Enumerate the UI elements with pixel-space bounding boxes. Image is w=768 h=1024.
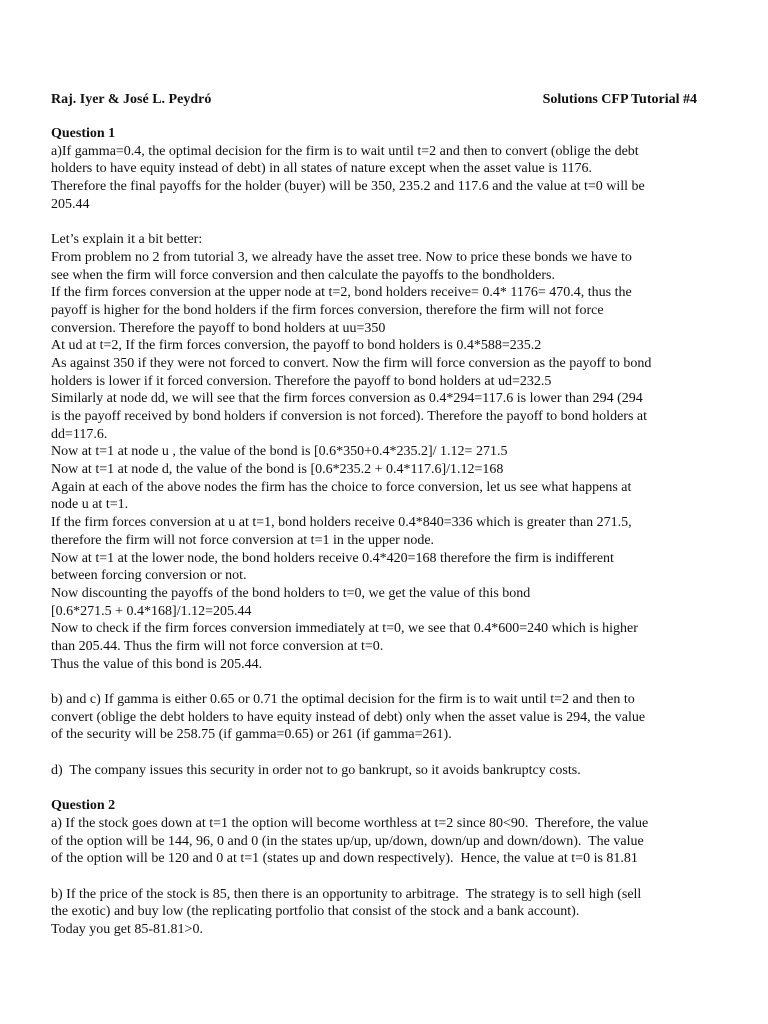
text-line: Now at t=1 at node d, the value of the bond is [0.6*235.2 + 0.4*117.6]/1.12=168: [51, 462, 504, 478]
text-line: of the option will be 144, 96, 0 and 0 (in the states up/up, up/down, down/up and down/down). The value: [51, 833, 644, 849]
text-line: holders to have equity instead of debt) in all states of nature except when the asset value is 1176.: [51, 161, 593, 177]
text-line: holders is lower if it forced conversion. Therefore the payoff to bond holders at ud=232.5: [51, 373, 552, 389]
text-line: b) If the price of the stock is 85, then there is an opportunity to arbitrage. The strategy is to sell high (sell: [51, 886, 642, 902]
document-body: [51, 125, 719, 939]
text-line: than 205.44. Thus the firm will not force conversion at t=0.: [51, 638, 384, 654]
author-names: Raj. Iyer & José L. Peydró: [51, 92, 212, 107]
document-title: Solutions CFP Tutorial #4: [542, 92, 697, 107]
text-line: node u at t=1.: [51, 497, 129, 513]
text-line: payoff is higher for the bond holders if the firm forces conversion, therefore the firm will not force: [51, 302, 604, 318]
text-line: Thus the value of this bond is 205.44.: [51, 656, 263, 672]
text-line: of the security will be 258.75 (if gamma=0.65) or 261 (if gamma=261).: [51, 727, 452, 743]
text-line: a) If the stock goes down at t=1 the option will become worthless at t=2 since 80<90. Therefore, the value: [51, 815, 649, 831]
text-line: Now to check if the firm forces conversion immediately at t=0, we see that 0.4*600=240 which is higher: [51, 621, 638, 637]
text-line: b) and c) If gamma is either 0.65 or 0.71 the optimal decision for the firm is to wait until t=2 and then to: [51, 692, 635, 707]
text-line: the exotic) and buy low (the replicating portfolio that consist of the stock and a bank account).: [51, 904, 580, 920]
text-line: between forcing conversion or not.: [51, 568, 247, 584]
blank-line: [51, 779, 719, 797]
text-line: Now at t=1 at node u , the value of the bond is [0.6*350+0.4*235.2]/ 1.12= 271.5: [51, 444, 508, 460]
text-line: therefore the firm will not force conversion at t=1 in the upper node.: [51, 532, 435, 548]
blank-line: [51, 213, 719, 231]
text-line: If the firm forces conversion at the upper node at t=2, bond holders receive= 0.4* 1176= 470.4, thus the: [51, 285, 632, 301]
text-line: Now at t=1 at the lower node, the bond holders receive 0.4*420=168 therefore the firm is indifferent: [51, 550, 614, 566]
section-heading: Question 1: [51, 126, 116, 141]
text-line: Today you get 85-81.81>0.: [51, 921, 203, 937]
blank-line: [51, 868, 719, 886]
text-line: 205.44: [51, 196, 90, 212]
text-line: dd=117.6.: [51, 426, 108, 442]
text-line: As against 350 if they were not forced to convert. Now the firm will force conversion as the payoff to bond: [51, 355, 652, 371]
text-line: a)If gamma=0.4, the optimal decision for the firm is to wait until t=2 and then to convert (oblige the debt: [51, 143, 639, 159]
text-line: At ud at t=2, If the firm forces conversion, the payoff to bond holders is 0.4*588=235.2: [51, 338, 542, 354]
text-line: convert (oblige the debt holders to have equity instead of debt) only when the asset value is 294, the value: [51, 709, 646, 725]
section-heading: Question 2: [51, 798, 116, 814]
text-line: If the firm forces conversion at u at t=1, bond holders receive 0.4*840=336 which is greater than 271.5,: [51, 515, 632, 531]
text-line: From problem no 2 from tutorial 3, we already have the asset tree. Now to price these bonds we have to: [51, 249, 632, 265]
text-line: Similarly at node dd, we will see that the firm forces conversion as 0.4*294=117.6 is lower than 294 (294: [51, 391, 643, 407]
text-line: conversion. Therefore the payoff to bond holders at uu=350: [51, 320, 386, 336]
text-line: Again at each of the above nodes the firm has the choice to force conversion, let us see what happens at: [51, 479, 632, 495]
blank-line: [51, 673, 719, 691]
text-line: Let’s explain it a bit better:: [51, 232, 203, 248]
text-line: is the payoff received by bond holders if conversion is not forced). Therefore the payoff to bond holders at: [51, 409, 647, 424]
text-line: d) The company issues this security in order not to go bankrupt, so it avoids bankruptcy costs.: [51, 762, 581, 778]
text-line: of the option will be 120 and 0 at t=1 (states up and down respectively). Hence, the value at t=0 is 81.81: [51, 851, 638, 867]
text-line: [0.6*271.5 + 0.4*168]/1.12=205.44: [51, 603, 252, 619]
text-line: Now discounting the payoffs of the bond holders to t=0, we get the value of this bond: [51, 585, 531, 601]
text-line: see when the firm will force conversion and then calculate the payoffs to the bondholders.: [51, 267, 555, 283]
blank-line: [51, 744, 719, 762]
page-header: [51, 91, 697, 109]
text-line: Therefore the final payoffs for the holder (buyer) will be 350, 235.2 and 117.6 and the value at t=0 will be: [51, 179, 645, 195]
